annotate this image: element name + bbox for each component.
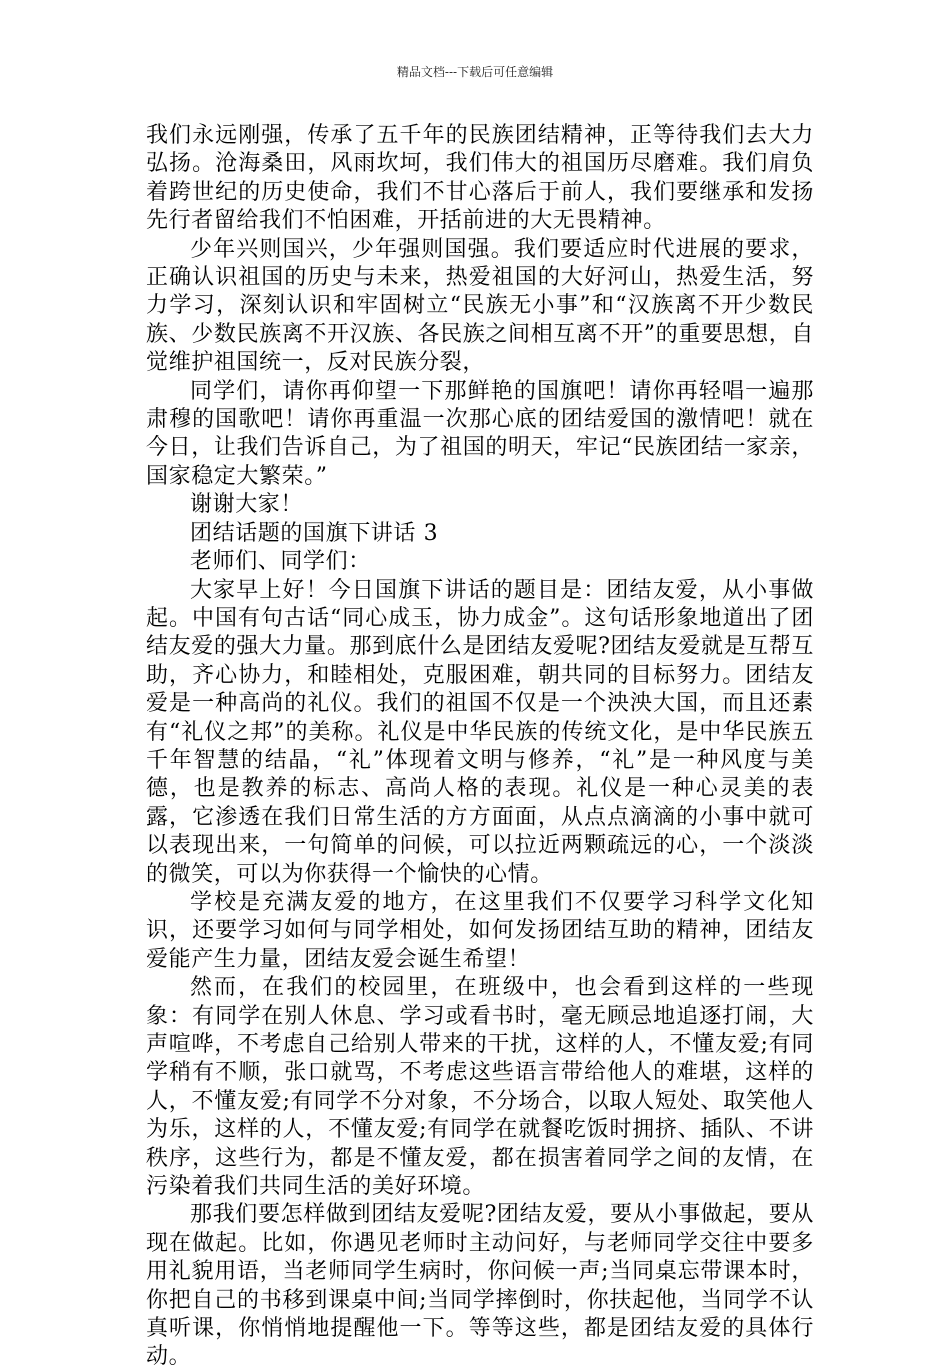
salutation: 老师们、同学们：	[190, 549, 371, 575]
document-body	[146, 122, 814, 1372]
paragraph: 少年兴则国兴，少年强则国强。我们要适应时代进展的要求，正确认识祖国的历史与未来，热爱祖国的大好河山，热爱生活，努力学习，深刻认识和牢固树立“民族无小事”和“汉族离不开少数民族、少数民族离不开汉族、各民族之间相互离不开”的重要思想，自觉维护祖国统一，反对民族分裂，	[146, 236, 814, 376]
paragraph: 我们永远刚强，传承了五千年的民族团结精神，正等待我们去大力弘扬。沧海桑田，风雨坎坷，我们伟大的祖国历尽磨难。我们肩负着跨世纪的历史使命，我们不甘心落后于前人，我们要继承和发扬先行者留给我们不怕困难，开括前进的大无畏精神。	[146, 123, 814, 234]
section-title: 团结话题的国旗下讲话 3	[190, 520, 439, 546]
closing-line: 谢谢大家！	[190, 492, 304, 518]
page-header: 精品文档---下载后可任意编辑	[396, 65, 554, 79]
paragraph: 大家早上好！今日国旗下讲话的题目是：团结友爱，从小事做起。中国有句古话“同心成玉，协力成金”。这句话形象地道出了团结友爱的强大力量。那到底什么是团结友爱呢?团结友爱就是互帮互助，齐心协力，和睦相处，克服困难，朝共同的目标努力。团结友爱是一种高尚的礼仪。我们的祖国不仅是一个泱泱大国，而且还素有“礼仪之邦”的美称。礼仪是中华民族的传统文化，是中华民族五千年智慧的结晶，“礼”体现着文明与修养，“礼”是一种风度与美德，也是教养的标志、高尚人格的表现。礼仪是一种心灵美的表露，它渗透在我们日常生活的方方面面，从点点滴滴的小事中就可以表现出来，一句简单的问候，可以拉近两颗疏远的心，一个淡淡的微笑，可以为你获得一个愉快的心情。	[146, 577, 814, 887]
paragraph: 学校是充满友爱的地方，在这里我们不仅要学习科学文化知识，还要学习如何与同学相处，如何发扬团结互助的精神，团结友爱能产生力量，团结友爱会诞生希望！	[146, 889, 814, 972]
paragraph: 然而，在我们的校园里，在班级中，也会看到这样的一些现象：有同学在别人休息、学习或看书时，毫无顾忌地追逐打闹，大声喧哗，不考虑自己给别人带来的干扰，这样的人，不懂友爱;有同学稍有不顺，张口就骂，不考虑这些语言带给他人的难堪，这样的人，不懂友爱;有同学不分对象，不分场合，以取人短处、取笑他人为乐，这样的人，不懂友爱;有同学在就餐吃饭时拥挤、插队、不讲秩序，这些行为，都是不懂友爱，都在损害着同学之间的友情，在污染着我们共同生活的美好环境。	[146, 975, 814, 1200]
paragraph: 那我们要怎样做到团结友爱呢?团结友爱，要从小事做起，要从现在做起。比如，你遇见老师时主动问好，与老师同学交往中要多用礼貌用语，当老师同学生病时，你问候一声;当同桌忘带课本时，你把自己的书移到课桌中间;当同学摔倒时，你扶起他，当同学不认真听课，你悄悄地提醒他一下。等等这些，都是团结友爱的具体行动。	[146, 1202, 814, 1370]
paragraph: 同学们，请你再仰望一下那鲜艳的国旗吧！请你再轻唱一遍那肃穆的国歌吧！请你再重温一次那心底的团结爱国的激情吧！就在今日，让我们告诉自己，为了祖国的明天，牢记“民族团结一家亲，国家稳定大繁荣。”	[146, 378, 814, 489]
